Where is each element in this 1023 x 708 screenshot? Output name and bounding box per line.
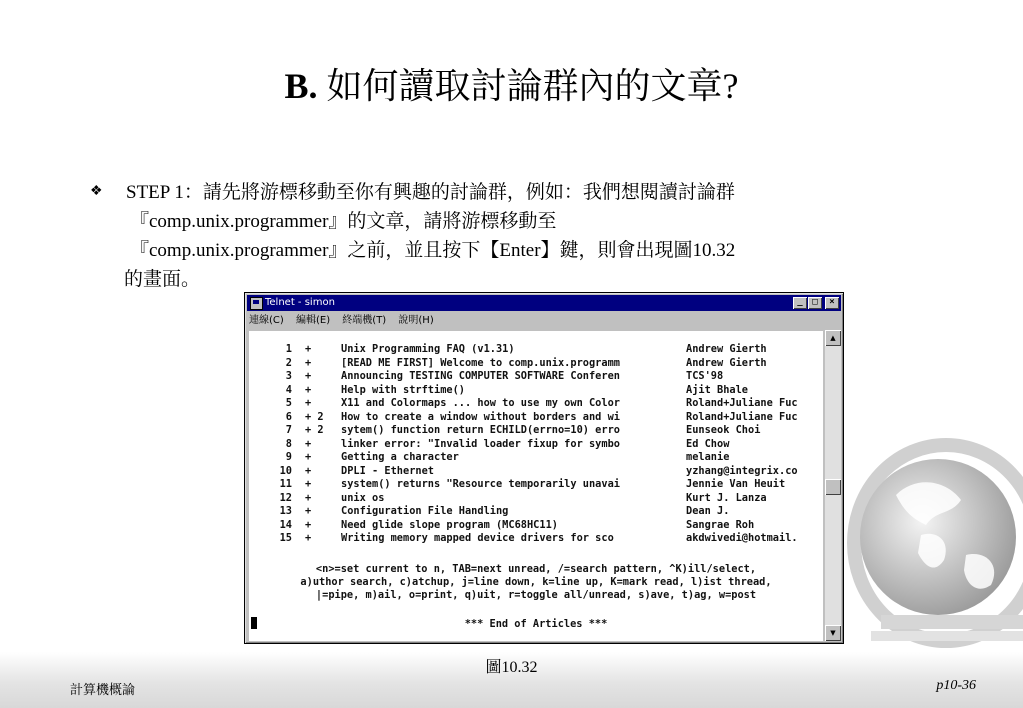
article-number: 12 — [279, 491, 292, 504]
article-author: melanie — [686, 451, 730, 463]
article-subject: How to create a window without borders and wi — [341, 410, 620, 423]
slide-title — [0, 64, 1023, 108]
article-subject: X11 and Colormaps ... how to use my own Color — [341, 397, 620, 409]
step-line-3: 『comp.unix.programmer』之前，並且按下【Enter】鍵，則會出現圖10.32 — [130, 240, 736, 261]
article-mark: + — [305, 437, 312, 450]
article-author: Dean J. — [686, 505, 730, 517]
menu-help[interactable]: 說明(H) — [398, 315, 434, 326]
article-mark: + — [305, 491, 312, 504]
article-author: Ed Chow — [686, 437, 730, 450]
article-number: 1 — [285, 343, 292, 355]
title-main: 如何讀取討論群內的文章? — [326, 66, 739, 106]
title-prefix: B. — [284, 66, 318, 106]
article-author: Sangrae Roh — [686, 518, 755, 531]
footer-page-number: p10-36 — [936, 678, 976, 693]
article-number: 10 — [279, 464, 292, 477]
bullet-icon: ❖ — [90, 184, 103, 199]
status-line: *** End of Articles *** — [464, 618, 608, 630]
article-author: Kurt J. Lanza — [686, 491, 767, 504]
article-number: 2 — [285, 356, 292, 369]
article-mark: + — [305, 383, 312, 396]
article-number: 4 — [285, 383, 292, 396]
article-subject: Need glide slope program (MC68HC11) — [341, 518, 558, 531]
article-subject: Writing memory mapped device drivers for sco — [341, 532, 614, 544]
article-mark: + — [305, 464, 312, 477]
article-mark: + — [305, 518, 312, 531]
article-subject: Configuration File Handling — [341, 505, 509, 517]
article-number: 8 — [285, 437, 292, 450]
article-subject: unix os — [341, 491, 385, 504]
step-line-1: STEP 1：請先將游標移動至你有興趣的討論群，例如：我們想閱讀討論群 — [126, 182, 735, 203]
article-number: 9 — [285, 451, 292, 463]
article-number: 11 — [279, 478, 292, 490]
article-author: Andrew Gierth — [686, 343, 767, 355]
figure-caption: 圖10.32 — [485, 659, 538, 676]
article-mark: + — [305, 370, 312, 382]
terminal-screen[interactable] — [249, 331, 823, 641]
article-mark: + — [305, 397, 312, 409]
article-number: 13 — [279, 505, 292, 517]
scroll-up-button[interactable]: ▲ — [825, 330, 841, 346]
article-mark: + — [305, 478, 312, 490]
menu-connect[interactable]: 連線(C) — [249, 315, 284, 326]
article-mark: + — [305, 356, 312, 369]
scroll-thumb[interactable] — [825, 479, 841, 495]
article-subject: system() returns "Resource temporarily unavai — [341, 478, 620, 490]
article-subject: DPLI - Ethernet — [341, 464, 434, 477]
article-subject: Getting a character — [341, 451, 459, 463]
close-button[interactable]: × — [825, 297, 839, 309]
vertical-scrollbar[interactable] — [825, 330, 841, 641]
help-line-1: <n>=set current to n, TAB=next unread, /=search pattern, ^K)ill/select, — [315, 563, 757, 575]
article-author: Roland+Juliane Fuc — [686, 410, 798, 423]
article-author: akdwivedi@hotmail. — [686, 532, 798, 544]
article-subject: linker error: "Invalid loader fixup for symbo — [341, 437, 620, 450]
step-line-4: 的畫面。 — [124, 269, 201, 290]
menu-bar — [249, 313, 443, 329]
article-mark: + 2 — [305, 424, 324, 436]
step-line-2: 『comp.unix.programmer』的文章，請將游標移動至 — [130, 211, 557, 232]
article-mark: + — [305, 532, 312, 544]
article-author: Andrew Gierth — [686, 356, 767, 369]
article-subject: Announcing TESTING COMPUTER SOFTWARE Conferen — [341, 370, 620, 382]
globe-decoration — [826, 425, 1023, 675]
help-line-3: |=pipe, m)ail, o=print, q)uit, r=toggle all/unread, s)ave, t)ag, w=post — [315, 589, 757, 601]
article-subject: Help with strftime() — [341, 383, 465, 396]
window-title: Telnet - simon — [265, 297, 335, 308]
article-number: 5 — [285, 397, 292, 409]
article-subject: Unix Programming FAQ (v1.31) — [341, 343, 515, 355]
maximize-button[interactable]: □ — [808, 297, 822, 309]
article-mark: + — [305, 505, 312, 517]
article-author: yzhang@integrix.co — [686, 464, 798, 477]
scroll-down-button[interactable]: ▼ — [825, 625, 841, 641]
telnet-window — [244, 292, 844, 644]
article-mark: + — [305, 343, 312, 355]
window-titlebar[interactable] — [247, 295, 841, 311]
article-author: Eunseok Choi — [686, 424, 761, 436]
article-mark: + — [305, 451, 312, 463]
footer-course-name: 計算機概論 — [70, 682, 136, 697]
step-description — [126, 178, 986, 294]
article-subject: sytem() function return ECHILD(errno=10) erro — [341, 424, 620, 436]
minimize-button[interactable]: _ — [793, 297, 807, 309]
article-subject: [READ ME FIRST] Welcome to comp.unix.programm — [341, 356, 620, 369]
article-number: 6 — [285, 410, 292, 423]
article-number: 14 — [279, 518, 292, 531]
telnet-app-icon — [250, 297, 263, 310]
help-line-2: a)uthor search, c)atchup, j=line down, k=line up, K=mark read, l)ist thread, — [300, 576, 772, 588]
article-author: Ajit Bhale — [686, 383, 748, 396]
menu-edit[interactable]: 編輯(E) — [295, 315, 331, 326]
article-author: Jennie Van Heuit — [686, 478, 786, 490]
article-author: TCS'98 — [686, 370, 724, 382]
article-mark: + 2 — [305, 410, 324, 423]
article-number: 15 — [279, 532, 292, 544]
article-author: Roland+Juliane Fuc — [686, 397, 798, 409]
article-number: 7 — [285, 424, 292, 436]
menu-terminal[interactable]: 終端機(T) — [342, 315, 387, 326]
article-number: 3 — [285, 370, 292, 382]
